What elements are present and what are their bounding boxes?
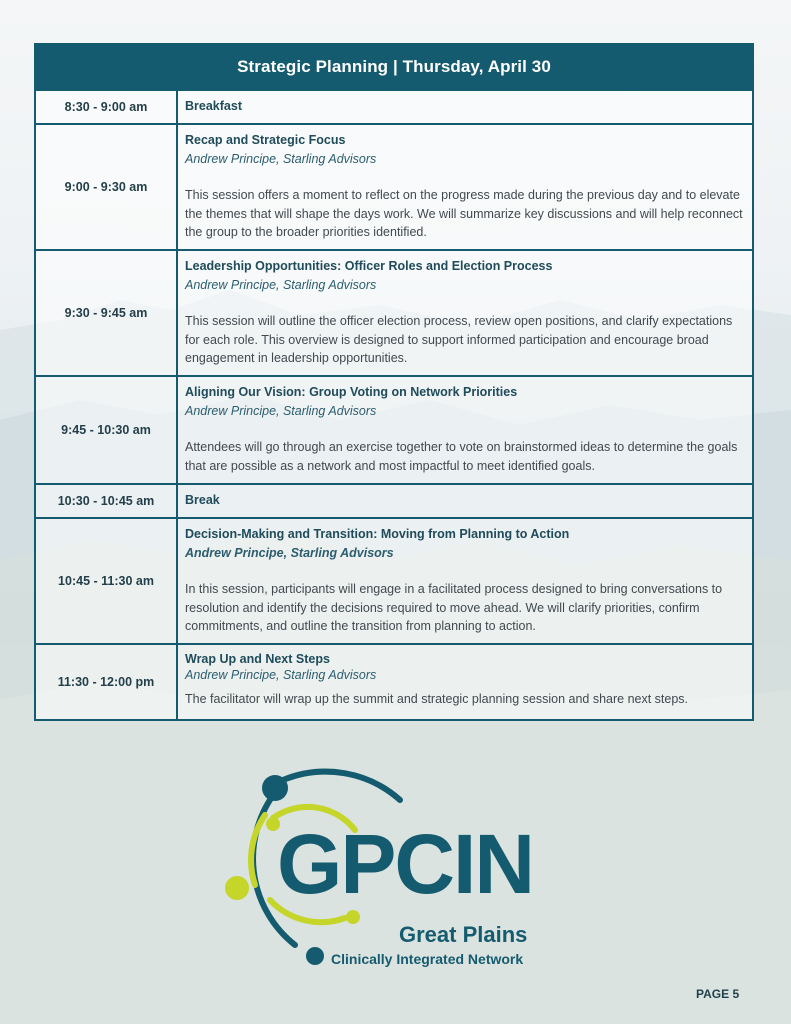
- session-speaker: Andrew Principe, Starling Advisors: [185, 545, 394, 560]
- session-time: 10:30 - 10:45 am: [36, 485, 178, 517]
- agenda-row: [36, 249, 752, 375]
- session-speaker: Andrew Principe, Starling Advisors: [185, 403, 377, 418]
- agenda-row: [36, 123, 752, 249]
- session-time: 11:30 - 12:00 pm: [36, 645, 178, 719]
- session-title: Decision-Making and Transition: Moving from Planning to Action: [185, 527, 570, 541]
- session-description: In this session, participants will engage in a facilitated process designed to bring conversations to resolution and identify the decisions required to move ahead. We will clarify priorities, confirm commitments, and outline the transition from planning to action.: [185, 582, 723, 633]
- session-content: [178, 125, 752, 249]
- session-title: Aligning Our Vision: Group Voting on Network Priorities: [185, 385, 518, 399]
- session-content: [178, 91, 752, 123]
- session-content: [178, 645, 752, 719]
- session-time: 9:00 - 9:30 am: [36, 125, 178, 249]
- agenda-row: [36, 483, 752, 517]
- session-description: Attendees will go through an exercise together to vote on brainstormed ideas to determine the goals that are possible as a network and most impactful to meet identified goals.: [185, 440, 738, 473]
- session-content: [178, 485, 752, 517]
- logo-line2: Clinically Integrated Network: [331, 951, 524, 967]
- session-title: Break: [185, 493, 220, 507]
- session-time: 8:30 - 9:00 am: [36, 91, 178, 123]
- agenda-table: [34, 43, 754, 721]
- agenda-row: [36, 643, 752, 719]
- session-speaker: Andrew Principe, Starling Advisors: [185, 277, 377, 292]
- session-title: Recap and Strategic Focus: [185, 133, 346, 147]
- session-content: [178, 519, 752, 643]
- logo-line1: Great Plains: [399, 922, 528, 947]
- gpcin-logo: [225, 760, 565, 975]
- session-speaker: Andrew Principe, Starling Advisors: [185, 668, 377, 682]
- logo-wordmark: GPCIN: [277, 817, 534, 911]
- session-time: 9:45 - 10:30 am: [36, 377, 178, 483]
- session-content: [178, 377, 752, 483]
- agenda-row: [36, 89, 752, 123]
- page-number: PAGE 5: [696, 987, 740, 1001]
- session-title: Leadership Opportunities: Officer Roles and Election Process: [185, 259, 553, 273]
- session-content: [178, 251, 752, 375]
- session-description: This session offers a moment to reflect on the progress made during the previous day and to elevate the themes that will shape the days work. We will summarize key discussions and will help reconnect the group to the broader priorities identified.: [185, 188, 743, 239]
- session-title: Breakfast: [185, 99, 242, 113]
- session-description: The facilitator will wrap up the summit and strategic planning session and share next steps.: [185, 692, 689, 706]
- session-description: This session will outline the officer election process, review open positions, and clarify expectations for each role. This overview is designed to support informed participation and encourage broad engagement in leadership opportunities.: [185, 314, 733, 365]
- agenda-row: [36, 517, 752, 643]
- session-time: 9:30 - 9:45 am: [36, 251, 178, 375]
- session-title: Wrap Up and Next Steps: [185, 652, 330, 666]
- session-time: 10:45 - 11:30 am: [36, 519, 178, 643]
- session-speaker: Andrew Principe, Starling Advisors: [185, 151, 377, 166]
- agenda-header: Strategic Planning | Thursday, April 30: [36, 45, 752, 89]
- agenda-row: [36, 375, 752, 483]
